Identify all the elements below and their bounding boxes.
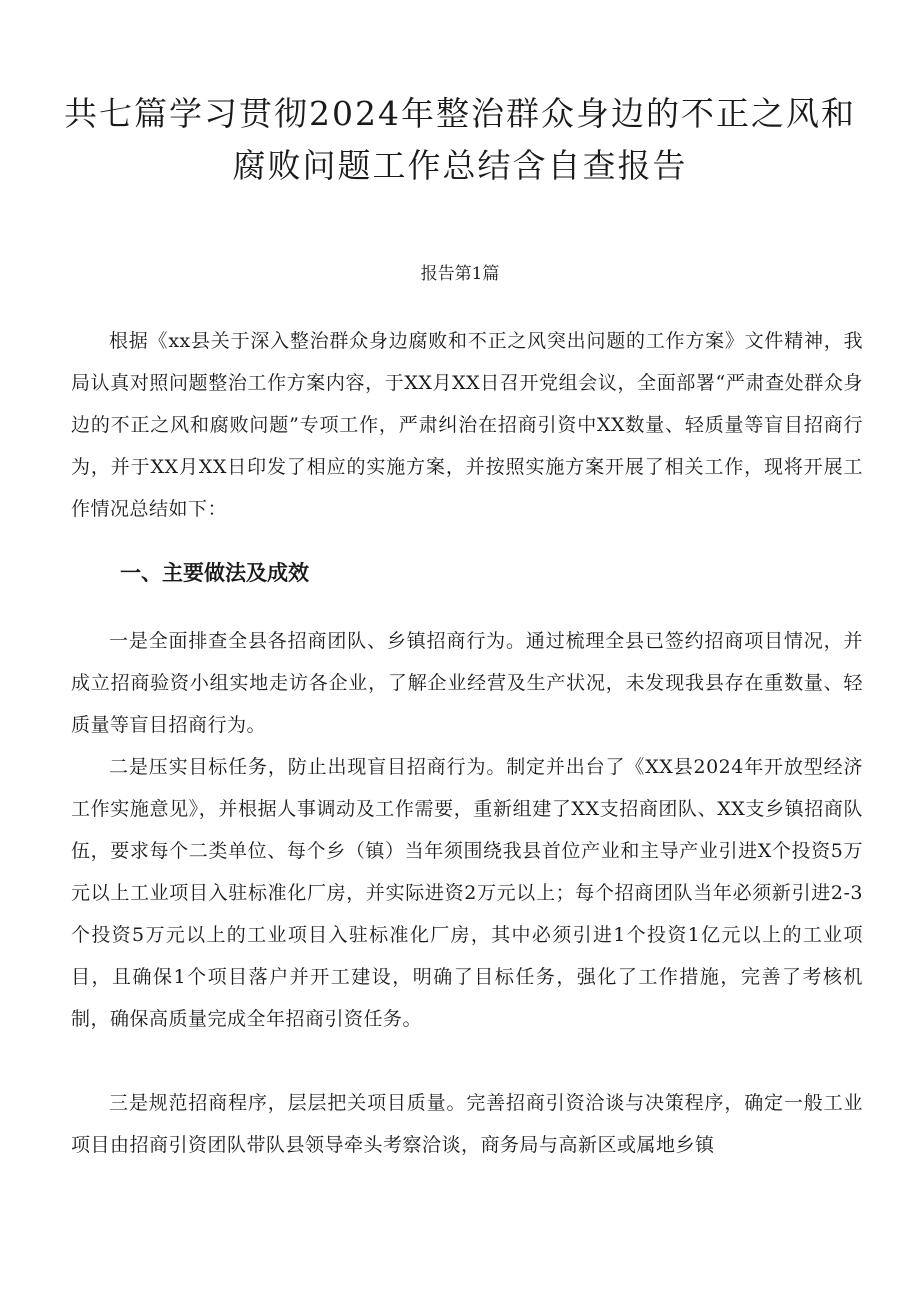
paragraph-second-measure: 二是压实目标任务，防止出现盲目招商行为。制定并出台了《XX县2024年开放型经济工作实施意见》，并根据人事调动及工作需要，重新组建了XX支招商团队、XX支乡镇招商队伍，要求每个二类单位、每个乡（镇）当年须围绕我县首位产业和主导产业引进X个投资5万元以上工业项目入驻标准化厂房，并实际进资2万元以上；每个招商团队当年必须新引进2-3个投资5万元以上的工业项目入驻标准化厂房，其中必须引进1个投资1亿元以上的工业项目，且确保1个项目落户并开工建设，明确了目标任务，强化了工作措施，完善了考核机制，确保高质量完成全年招商引资任务。 [71,756,863,1030]
report-label: 报告第1篇 [420,264,500,284]
paragraph-third-measure: 三是规范招商程序，层层把关项目质量。完善招商引资洽谈与决策程序，确定一般工业项目由招商引资团队带队县领导牵头考察洽谈，商务局与高新区或属地乡镇 [71,1092,863,1156]
document-title: 共七篇学习贯彻2024年整治群众身边的不正之风和腐败问题工作总结含自查报告 [64,94,856,185]
paragraph-first-measure: 一是全面排查全县各招商团队、乡镇招商行为。通过梳理全县已签约招商项目情况，并成立招商验资小组实地走访各企业，了解企业经营及生产状况，未发现我县存在重数量、轻质量等盲目招商行为。 [71,630,863,736]
intro-paragraph: 根据《xx县关于深入整治群众身边腐败和不正之风突出问题的工作方案》文件精神，我局认真对照问题整治工作方案内容，于XX月XX日召开党组会议，全面部署“严肃查处群众身边的不正之风和腐败问题”专项工作，严肃纠治在招商引资中XX数量、轻质量等盲目招商行为，并于XX月XX日印发了相应的实施方案，并按照实施方案开展了相关工作，现将开展工作情况总结如下： [71,330,863,520]
section-heading: 一、主要做法及成效 [120,561,309,585]
